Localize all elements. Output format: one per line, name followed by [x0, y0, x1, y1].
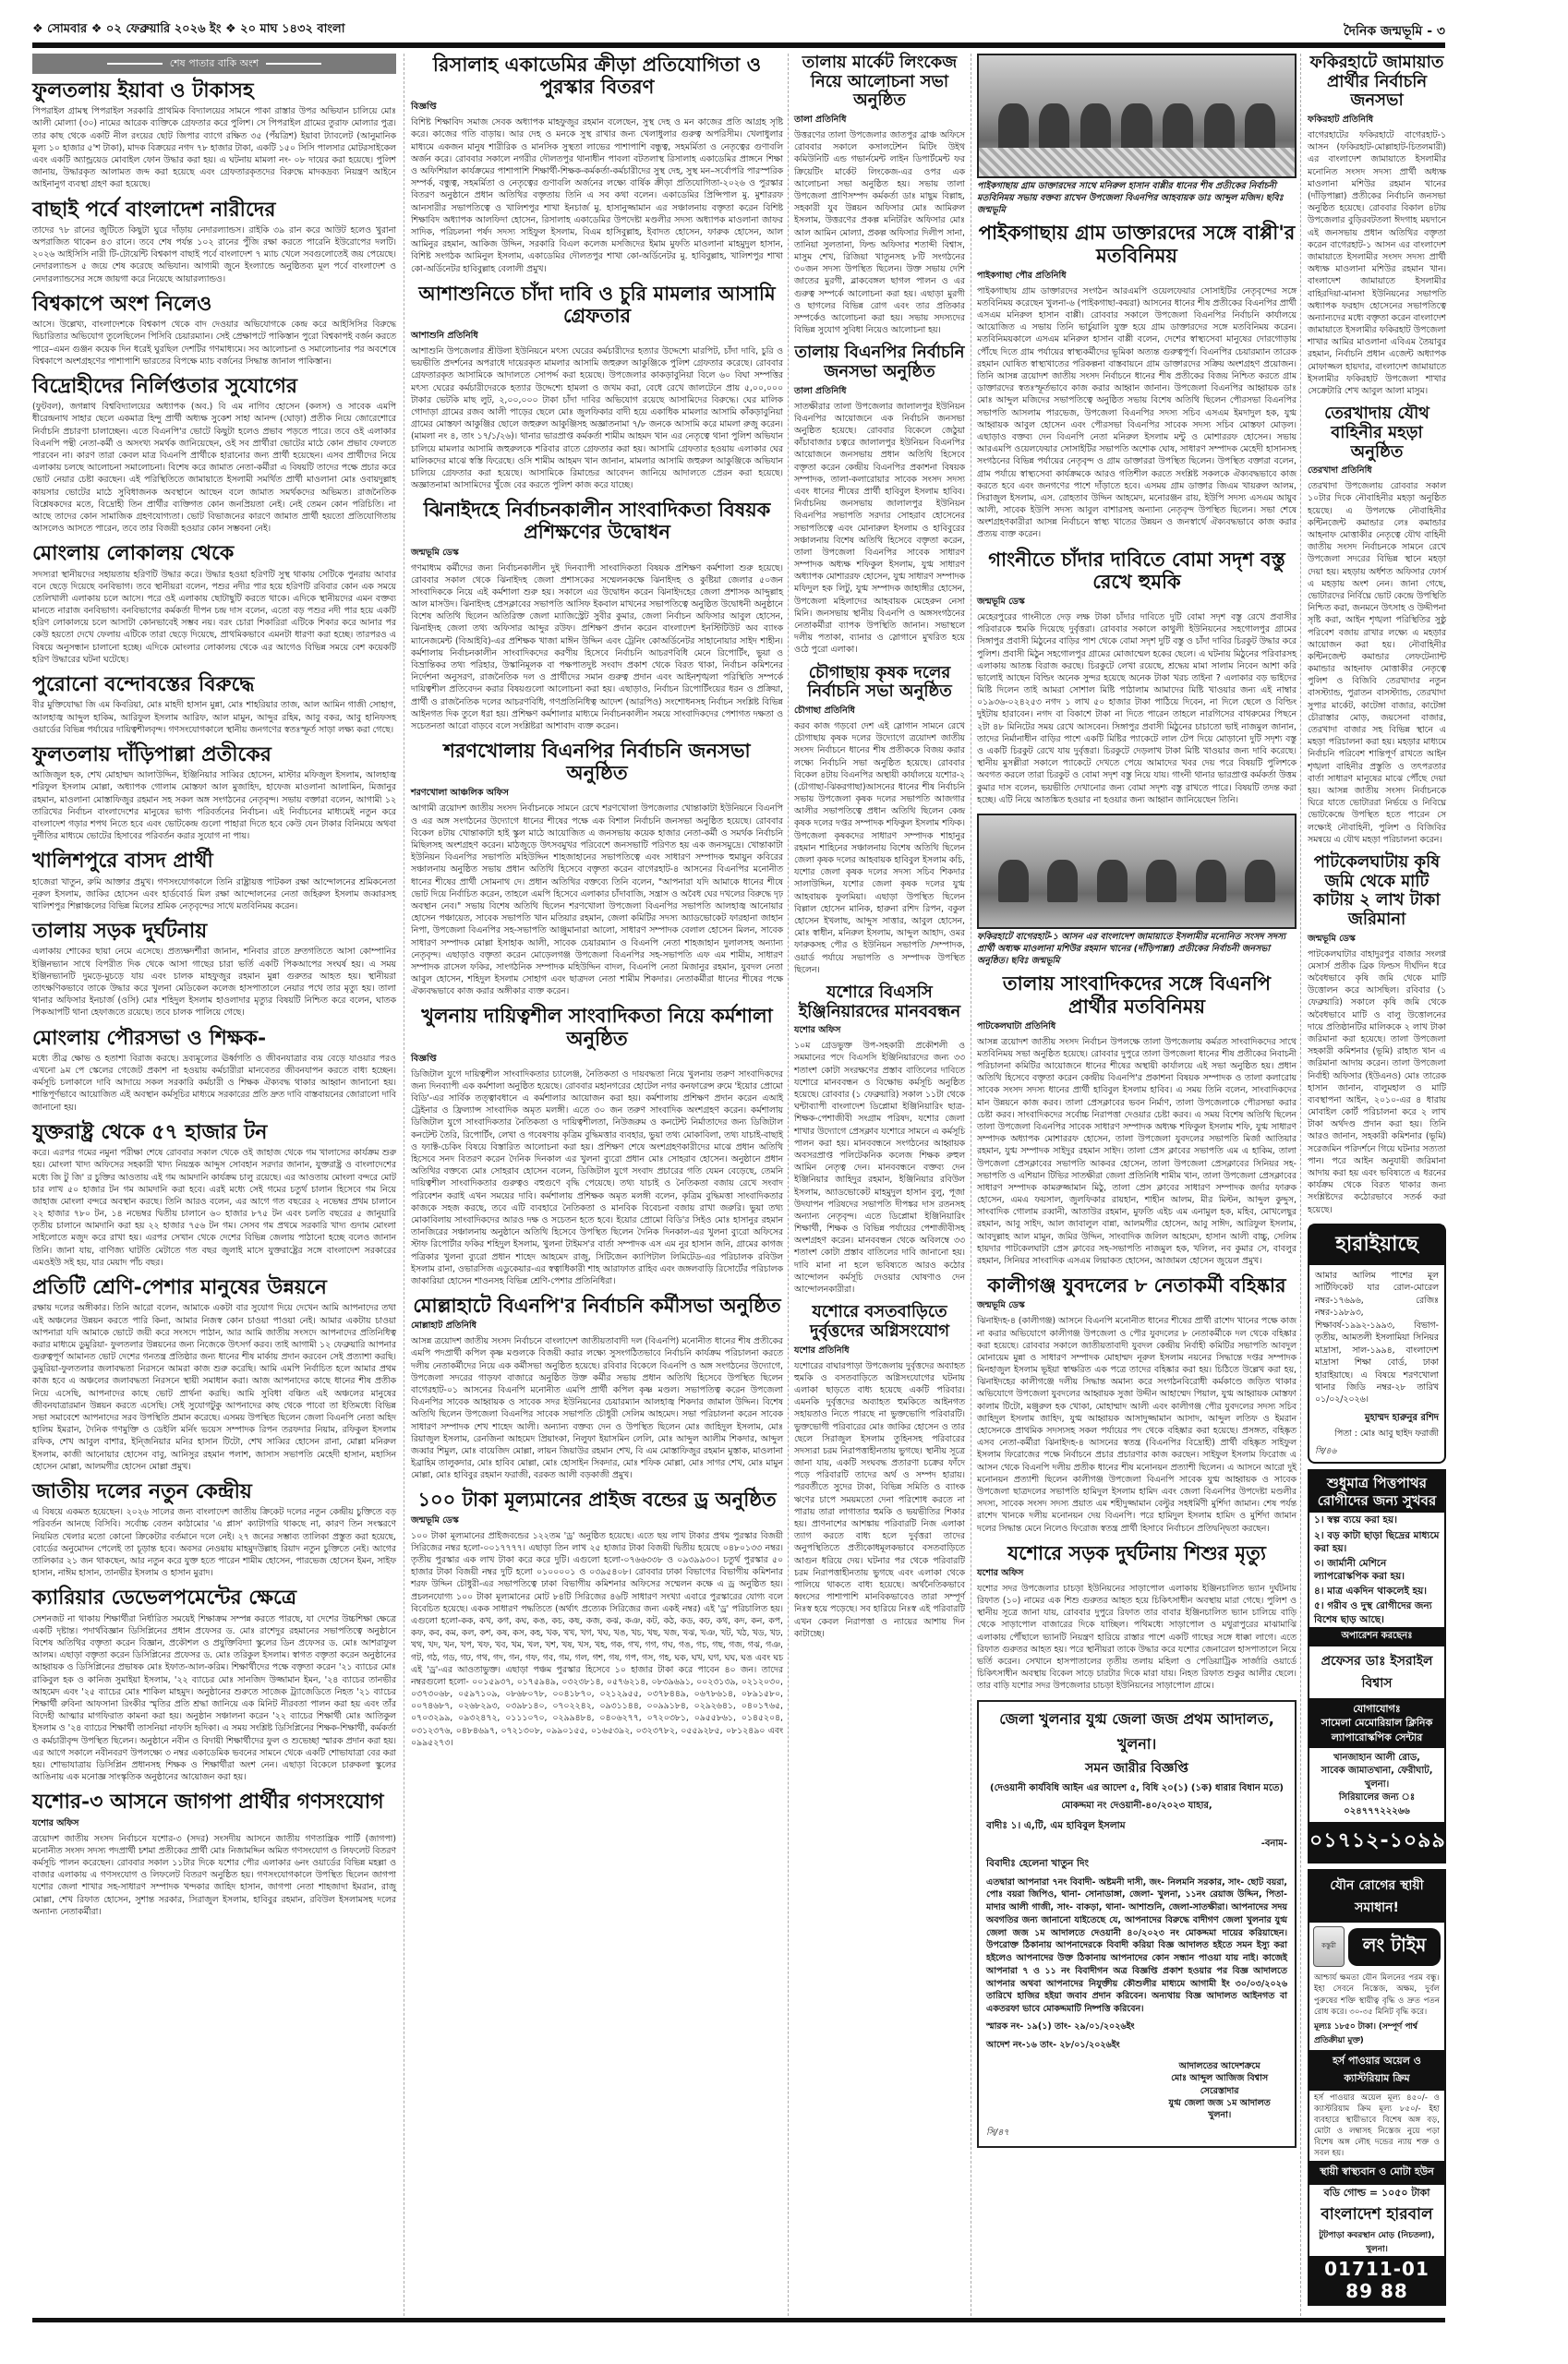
herb-ad-headline2: হর্স পাওয়ার অয়েল ও ক্যাস্টরিয়াম ক্রিম: [1309, 2050, 1444, 2091]
story-body: আশাশুনি উপজেলার শ্রীউলা ইউনিয়নে মৎস্য ঘেরের কর্মচারীদের হত্যার উদ্দেশ্যে মারপিট, চাঁদা দাবি, চুরি ও ভয়ভীতি প্রদর্শনের অপরাধে দায়েরকৃত মামলার আসামি জহুরুল আকুঞ্জিকে পুলিশ গ্রেফতার করেছে। রোববার গ্রেফতারকৃত আসামিকে আদালতে সোপর্দ্দ করা হয়েছে। উপজেলার কাকড়াবুনিয়া বিলে ৬০ বিঘা সম্পত্তির মৎস্য ঘেরের কর্মচারীদেরকে হত্যার উদ্দেশ্যে হামলা ও জখম করা, বেধে রেখে জালটেনে প্রায় ৫,০০,০০০ টাকার ভেটকি মাছ লুট, ২,০০,০০০ টাকা চাঁদা দাবির অভিযোগ রয়েছে আসামিদের বিরুদ্ধে। ঘের মালিক গোদাড়া গ্রামের রজব আলী পাড়ের ছেলে মোঃ জুলফিকার বাদী হয়ে একাধিক মামলার আসামি কাঁকড়াবুনিয়া গ্রামের মোস্তফা আকুঞ্জির ছোলে জহুরুল আকুঞ্জিসহ অজ্ঞাতনামা ৭/৮ জনকে আসামি করে মামলা রুজু করেন। (মামলা নং ৪, তাং ১৭/১/২৬)। থানার ভারপ্রাপ্ত কর্মকর্তা শামীম আহমদ খান এর নেতৃত্বে থানা পুলিশ অভিযান চালিয়ে মামলার আসামি জহুরুলকে শরিবার রাতে গ্রেফতার করা হয়। আসামি গ্রেফতার হওয়ায় এলাকার ঘের মালিকদের মাঝে স্বস্তি ফিরেছে। ওসি শামীম আহমদ খান জানান, মামলার আসামি জহুরুল আকুঞ্জিকে অভিযান চালিয়ে গ্রেফতার করা হয়েছে। আসামিকে রিমান্ডের আবেদন জানিয়ে আদালতে প্রেরন করা হয়েছে। অজ্ঞাতনামা আসামিদের খুঁজে বের করতে পুলিশ কাজ করে যাচ্ছে।: [411, 346, 784, 491]
lost-ad-name: মুহাম্মদ হারুনুর রশিদ: [1364, 1412, 1439, 1423]
story-headline: জাতীয় দলের নতুন কেন্দ্রীয়: [32, 1478, 252, 1503]
story-headline: বিদ্রোহীদের নির্লিপ্ততার সুযোগের: [32, 373, 298, 398]
story-body: আজিজুল হক, শেখ মোহাম্মদ আলাউদ্দিন, ইঞ্জিনিয়ার সাব্বির হোসেন, মাস্টার মফিজুল ইসলাম, আলহাজ্ব শরিফুল ইসলাম মোল্লা, অধ্যাপক গোলাম মোস্তফা আল মুজাহিদ, হাফেজ মাওলানা আলামিন, মিজানুর রহমান, মাওলানা মোস্তাফিজুর রহমান সহ সকল অঙ্গ সংগঠনের নেতৃবৃন্দ। সভায় বক্তারা বলেন, আগামী ১২ তারিখের নির্বাচন বাংলাদেশের মানুষের ভাগ্য পরিবর্তনের নির্বাচন। এই নির্বাচনের মাধ্যমেই নতুন করে বাংলাদেশ গড়ার শপথ নিতে হবে এবং ভোটকেন্দ্র গুলো পাহারা দিতে হবে কেউ যেন টাকার বিনিময়ে অথবা দুর্নীতির মাধ্যমে ভোটের হিসাবের পরিবর্তন করার সুযোগ না পায়।: [32, 770, 396, 842]
news-story: [32, 850, 396, 912]
bottom-rule: [32, 2318, 1445, 2322]
news-story: [32, 199, 396, 285]
news-story: [977, 549, 1297, 806]
story-byline: মোল্লাহাট প্রতিনিধি: [411, 1321, 476, 1332]
story-body: সদস্যরা স্থানীয়দের সহায়তায় হরিণটি উদ্ধার করে। উদ্ধার হওয়া হরিণটি সুস্থ থাকায় সেটিকে পুনরায় আবার বনে ছেড়ে দিয়েছে বনবিভাগ। তবে স্থানীয়রা বলেন, পশুর নদীর পার হয়ে হরিণটি রবিবার কোন এক সময়ে তেলিখালী এলাকায় চলে আসে। পরে ওই এলাকায় ছোটাছুটি করতে থাকে। এদিকে স্থানীয়দের এমন বক্তব্য মানতে নারাজ বনবিভাগ। বনবিভাগের কর্মকর্তা দীপন চন্দ্র দাস বলেন, এতো বড় পশুর নদী পার হয়ে একটি হরিণ লোকালয়ে চলে আসাটা কোনভাবেই সম্ভব নয়। বরং চোরা শিকারিরা এটিকে শিকার করে আনার পর কেউ হয়তো দেখে ফেলায় এটিকে তারা ছেড়ে দিয়েছে, প্রাথমিকভাবে এমনটা ধারণা করা হচ্ছে। তারপরও এ বিষয়ে অনুসন্ধান চালানো হচ্ছে। এদিকে মোংলার লোকালয় থেকে এর আগেও বিভিন্ন সময়ে বেশ কয়েকটি হরিণ উদ্ধারের ঘটনা ঘটেছে।: [32, 569, 396, 665]
story-body: পাইকগাছায় গ্রাম ডাক্তারদের সংগঠন আরএমপি ওয়েলফেয়ার সোসাইটির নেতৃবৃন্দের সঙ্গে মতবিনিময় করেছেন খুলনা-৬ (পাইকগাছা-কয়রা) আসনের ধানের শীষ প্রতীকের বিএনপির প্রার্থী এসএম মনিরুল হাসান বাপ্পী। রোববার সকালে উপজেলা বিএনপির নির্বাচনি কার্যালয়ে আয়োজিত এ সভায় তিনি ভার্চুয়ালি যুক্ত হয়ে গ্রাম ডাক্তারদের সঙ্গে মতবিনিময় করেন। মতবিনিময়কালে এসএম মনিরুল হাসান বাপ্পী বলেন, দেশের স্বাস্থ্যসেবা মানুষের দোরগোড়ায় পৌঁছে দিতে গ্রাম পর্যায়ের স্বাস্থ্যকর্মীদের ভূমিকা অত্যন্ত গুরুত্বপূর্ণ। বিএনপির চেয়ারম্যান তারেক রহমান ঘোষিত স্বাস্থ্যখাতের পরিকল্পনা বাস্তবায়নে গ্রাম ডাক্তারদের সক্রিয় অংশগ্রহণ প্রয়োজন। তিনি আসন্ন ত্রয়োদশ জাতীয় সংসদ নির্বাচনে ধানের শীষ প্রতীকের বিজয় নিশ্চিত করতে গ্রাম ডাক্তারদের স্বতঃস্ফূর্তভাবে কাজ করার আহ্বান জানান। উপজেলা বিএনপির আহ্বায়ক ডাঃ মোঃ আব্দুল মজিদের সভাপতিত্বে অনুষ্ঠিত সভায় বিশেষ অতিথি ছিলেন পৌরসভা বিএনপির সভাপতি আসলাম পারভেজ, উপজেলা বিএনপির সদস্য সচিব এসএম ইমদাদুল হক, যুগ্ম আহ্বায়ক আবুল হোসেন এবং পৌরসভা বিএনপির সাবেক সদস্য সচিব মোস্তফা মোড়ল। এছাড়াও বক্তব্য দেন বিএনপি নেতা মনিরুল ইসলাম মন্টু ও মোশাররফ হোসেন। সভায় আরএমপি ওয়েলফেয়ার সোসাইটির সভাপতি অশোক ঘোষ, সাধারণ সম্পাদক মেহেদী হাসানসহ সংগঠনের বিভিন্ন পর্যায়ের নেতৃবৃন্দ ও গ্রাম ডাক্তাররা উপস্থিত ছিলেন। উপস্থিত বক্তারা বলেন, গ্রাম পর্যায়ে স্বাস্থ্যসেবা কার্যক্রমকে আরও গতিশীল করতে সংশ্লিষ্ট সকলকে ঐক্যবদ্ধভাবে কাজ করতে হবে এবং জনগণের পাশে দাঁড়াতে হবে। এসময় গ্রাম ডাক্তার জিএম খায়রুল আলম, সিরাজুল ইসলাম, এস. রোহতাব উদ্দিন আহমেদ, মনোরঞ্জন রায়, ইউপি সদস্য এসএম আয়ুব আলী, সাবেক ইউপি সদস্য আবুল বাশারসহ অন্যান্য নেতৃবৃন্দ উপস্থিত ছিলেন। সভা শেষে অংশগ্রহণকারীরা আসন্ন নির্বাচনে স্বাস্থ্য খাতের উন্নয়ন ও জনস্বার্থে ঐক্যবদ্ধভাবে কাজ করার প্রত্যয় ব্যক্ত করেন।: [977, 285, 1297, 540]
news-story: [411, 1005, 783, 1287]
story-headline: বাছাই পর্বে বাংলাদেশ নারীদের: [32, 197, 276, 222]
notice-subtitle: সমন জারীর বিজ্ঞপ্তি: [1085, 1760, 1188, 1776]
story-byline: জন্মভূমি ডেস্ক: [977, 596, 1025, 607]
news-story: [32, 1586, 396, 1783]
news-story: [1308, 853, 1446, 1216]
story-headline: রিসালাহ একাডেমির ক্রীড়া প্রতিযোগিতা ও পুরস্কার বিতরণ: [432, 53, 762, 99]
herbal-product-ad: [1308, 1869, 1446, 2305]
story-byline: তালা প্রতিনিধি: [794, 115, 847, 126]
column-3: [794, 54, 965, 2316]
column-5: [1308, 53, 1475, 2316]
top-rule: [32, 42, 1445, 48]
news-story: [411, 283, 783, 492]
story-byline: চৌগাছা প্রতিনিধি: [794, 705, 855, 716]
story-body: ঝিনাইদহ-৪ (কালীগঞ্জ) আসনে বিএনপি মনোনীত ধানের শীষের প্রার্থী রাশেদ খানের পক্ষে কাজ না করার অভিযোগে কালীগঞ্জ উপজেলা ও পৌর যুবদলের ৮ নেতাকর্মীকে দল থেকে বহিষ্কার করা হয়েছে। রোববার সকালে জাতীয়তাবাদী যুবদল কেন্দ্রীয় নির্বাহী কমিটির সভাপতি আবদুল মোনায়েম মুন্না ও সাধারণ সম্পাদক মোহাম্মদ নূরুল ইসলাম নয়নের সিদ্ধান্তে দপ্তর সম্পাদক মিনহাজুল ইসলাম ভূইয়া স্বাক্ষরিত এক পত্রে তাদের বহিষ্কার করা হয়। চিঠিতে উল্লেখ করা হয়, ঝিনাইদহের কালীগঞ্জে দলীয় সিদ্ধান্ত অমান্য করে সংগঠনবিরোধী কর্মকাণ্ডে জড়িত থাকার অভিযোগে উপজেলা যুবদলের আহ্বায়ক সুজা উদ্দীন আহাম্মেদ পিয়াল, যুগ্ম আহ্বায়ক মোস্তফা কালাম টিটো, মঞ্জুরুল হক খোকা, মোহাম্মাদ আলী এবং কালীগঞ্জ পৌর যুবদলের সদস্য সচিব জাহিদুল ইসলাম জাহিদ, যুগ্ম আহ্বায়ক আসাদুজ্জামান আসাদ, আব্দুল লতিফ ও ইমরান হোসেনকে প্রাথমিক সদস্যসহ সকল পর্যায়ের পদ থেকে বহিষ্কার করা হয়েছে। প্রসঙ্গত, বহিষ্কৃত এসব নেতা-কর্মীরা ঝিনাইদহ-৪ আসনের স্বতন্ত্র (বিএনপির বিদ্রোহী) প্রার্থী বহিষ্কৃত সাইফুল ইসলাম ফিরোজের পক্ষে নির্বাচনে প্রচার প্রচারণার কাজ করছেন। সাইফুল ইসলাম ফিরোজ এ আসন থেকে বিএনপি দলীয় প্রতীক ধানের শীষ মনোনয়ন প্রত্যাশী ছিলেন। এ আসনে আরো দুই মনোনয়ন প্রত্যাশী ছিলেন কালীগঞ্জ উপজেলা বিএনপি সাবেক যুগ্ম আহ্বায়ক ও সাবেক উপজেলা ছাত্রদলের সভাপতি হামিদুল ইসলাম হামিদ এবং জেলা বিএনপির উপদেষ্টা মণ্ডলীর সদস্য, সাবেক সংসদ সদস্য প্রয়াত এম শহীদুজ্জামান বেল্টুর সহধর্মিণী মুর্শিদা জামান। শেষ পর্যন্ত রাশেদ খানকে দলীয় মনোনয়ন দেয় বিএনপি। পরে হামিদুল ইসলাম হামিদ ও মুর্শিদা জামান দলের সিদ্ধান্ত মেনে নিলেও ফিরোজ স্বতন্ত্র প্রার্থী হিসাবে নির্বাচনে প্রতিদ্বন্দ্বিতা করছেন।: [977, 1316, 1297, 1534]
column-divider: [1300, 54, 1301, 2316]
story-headline: পাটকেলঘাটায় কৃষি জমি থেকে মাটি কাটায় ২ লাখ টাকা জরিমানা: [1313, 851, 1441, 929]
story-headline: বিশ্বকাপে অংশ নিলেও: [32, 291, 212, 316]
story-body: তেরখাদা উপজেলায় রোববার সকাল ১০টার দিকে নৌবাহিনীর মহড়া অনুষ্ঠিত হয়েছে। এ উপলক্ষে নৌবাহিনীর কন্টিনজেন্ট কমান্ডার লেঃ কমান্ডার আহনাফ মোত্তাকীর নেতৃত্বে যৌথ বাহিনী জাতীয় সংসদ নির্বাচনকে সামনে রেখে উপজেলা সদরের বিভিন্ন স্থানে মহড়া দেয়া হয়। মহড়ায় অর্ধশত অফিসার ফোর্স এ মহড়ায় অংশ নেন। জানা গেছে, ভোটারদের নির্বিঘ্নে ভোট কেন্দ্রে উপস্থিতি নিশ্চিত করা, জনমনে উৎসাহ ও উদ্দীপনা সৃষ্টি করা, আইন শৃঙ্খলা পরিস্থিতির সুষ্ঠু পরিবেশ বজায় রাখার লক্ষ্যে এ মহড়ার আয়োজন করা হয়। নৌবাহিনীর কন্টিনজেন্ট কমান্ডার লেফটেন্যান্ট কমান্ডার আহনাফ মোত্তাকীর নেতৃত্বে পুলিশ ও বিজিবি তেরখাদার নতুন বাসস্ট্যান্ড, পুরাতন বাসস্ট্যান্ড, তেরখাদা সুপার মার্কেট, কাটেঙ্গা বাজার, কাটেঙ্গা চৌরাস্তার মোড়, জয়সেনা বাজার, তেরখাদা বাজার সহ বিভিন্ন স্থানে এ মহড়া পরিচালনা করা হয়। মহড়ার মাধ্যমে নির্বাচনি পরিবেশ শান্তিপূর্ণ রাখতে আইন শৃঙ্খলা বাহিনীর প্রস্তুতি ও তৎপরতার বার্তা সাধারণ মানুষের মাঝে পৌঁছে দেয়া হয়। আসন্ন জাতীয় সংসদ নির্বাচনকে ঘিরে যাতে ভোটাররা নির্ভয়ে ও নিবিঘ্নে ভোটকেন্দ্রে উপস্থিত হতে পারেন সে লক্ষ্যেই নৌবাহিনী, পুলিশ ও বিজিবির সমন্বয়ে এ যৌথ মহড়া পরিচালনা করেন।: [1308, 481, 1446, 845]
herb-ad-price: মূল্যঃ ১৮৫০ টাকা। (সম্পূর্ণ পার্শ্ব প্রতিক্রীয়া মুক্ত): [1314, 2021, 1417, 2045]
gallstone-surgery-ad: [1308, 1469, 1475, 1864]
story-body: বিশিষ্ট শিক্ষাবিদ সমাজ সেবক অধ্যাপক মাহফুজুর রহমান বলেছেন, সুস্থ দেহ ও মন কাজের প্রতি আগ্রহ সৃষ্টি করে। কাজের গতি বাড়ায়। আর দেহ ও মনকে সুস্থ রাখার জন্য খেলাধুলার গুরুত্ব অপরিসীম। খেলাধুলার মাধ্যমে একজন মানুষ শারীরিক ও মানসিক সুস্থতা লাভের পাশাপাশি বন্ধুত্ব, সহমর্মিতা ও নেতৃত্বের গুণাবলি অর্জন করে। রোববার সকালে নগরীর দৌলতপুর থানাধীন পাবলা বটতলাস্থ রিসালাহ একাডেমির প্রাঙ্গনে শিক্ষা ও অফিশিয়াল কার্যক্রমের পাশাপাশি শিক্ষার্থী-শিক্ষক-কর্মকর্তা-কর্মচারীদের সুস্থ দেহ, সুস্থ মন–সর্বোপরি পারস্পরিক সম্পর্ক, বন্ধুত্ব, সহমর্মিতা ও নেতৃত্বের গুণাবলি অর্জনের লক্ষ্যে বার্ষিক ক্রীড়া প্রতিযোগিতা-২০২৬ ও পুরস্কার বিতরণ অনুষ্ঠানে প্রধান অতিথির বক্তৃতায় তিনি এ সব কথা বলেন। একাডেমির প্রিন্সিপাল মু. মুশাররফ আনসারীর সভাপতিত্বে ও খালিশপুর শাখা ইনচার্জ মু. হাসানুজ্জামান এর সঞ্চালনায় বক্তৃতা করেন বিশিষ্ট শিক্ষাবিদ অধ্যাপক আলফিদা হোসেন, রিসালাহ একাডেমির উপদেষ্টা মণ্ডলীর সদস্য অধ্যাপক মাওলানা জাফর সাদিক, পরিচলনা পর্ষদ সদস্য সাইফুল ইসলাম, বিএম হাসিবুল্লাহ, ইবাদত হোসেন, ফারুক হোসেন, আল আমিনুর রহমান, আকিজ উদ্দিন, সরকারি বিএল কলেজ মসজিদের ইমাম মুফতি মাওলানা মাহমুদুল হাসান, বিশিষ্ট সংগঠক আমিনুল ইসলাম, একাডেমির দৌলতপুর শাখা কো-অর্ডিনেটর মু. হাবিবুল্লাহ, খালিশপুর শাখা কো-অর্ডিনেটর হাবিবুল্লাহ বেলালী প্রমুখ।: [411, 117, 783, 274]
story-headline: শরণখোলায় বিএনপির নির্বাচনি জনসভা অনুষ্ঠিত: [443, 739, 751, 785]
story-body: এ বিষয়ে একমত হয়েছেন। ২০২৬ সালের জন্য বাংলাদেশ জাতীয় ক্রিকেট দলের নতুন কেন্দ্রীয় চুক্তিতে বড় পরিবর্তন আনছে বিসিবি। সর্বোচ্চ বেতন কাঠামোর 'এ প্লাস' ক্যাটাগরি থাকছে না, কারণ তিন সংস্করণে নিয়মিত খেলার মতো কোনো ক্রিকেটার বর্তমানে দলে নেই। ২৭ জনের সম্ভাব্য তালিকা প্রস্তুত করা হয়েছে, বোর্ডের অনুমোদন পেলেই তা চূড়ান্ত হবে। অবসর নেওয়ায় মাহমুদউল্লাহ রিয়াদ নতুন চুক্তিতে নেই। আগের তালিকার ২১ জন থাকছেন, আর নতুন করে যুক্ত হতে পারেন শামীম হোসেন, পারভেজ হোসেন ইমন, সাইফ হাসান, নাঈম হাসান, তানভীর ইসলাম ও হাসান মুরাদ।: [32, 1507, 396, 1579]
notice-law: (দেওয়ানী কার্যবিধি আইন এর আদেশ ৫, বিধি ২০(১) (১ক) ধারার বিধান মতে): [990, 1782, 1284, 1793]
notice-body: এতদ্বারা আপনারা ৭নং বিবাদী- অষ্টমনী দাসী, জং- নিলমনি সরকার, সাং- ছোট বয়রা, পোঃ বয়রা জিপিও, থানা- সোনাডাঙ্গা, জেলা- খুলনা, ১১নং রেয়াজ উদ্দিন, পিতা- মাদার আলী গাজী, সাং- বাকড়া, থানা- আশাশুনি, জেলা-সাতক্ষীরা। আপনাদের সদয় অবগতির জন্য জানানো যাইতেছে যে, আপনাদের বিরুদ্ধে বাদীগণ জেলা খুলনার যুগ্ম জেলা জজ ১ম আদালতে দেওয়ানী ৪০/২০২৩ নং মোকদ্দমা দায়ের করিয়াছেন। উপরোক্ত ঠিকানায় আপনাদেরকে বিবাদী করিয়া বিজ্ঞ আদালত হইতে সমন ইস্যু করা হইলেও আপনাদের উক্ত ঠিকানায় আপনাদের কোন সন্ধান পাওয়া যায় নাই। কাজেই আপনারা ৭ ও ১১ নং বিবাদীগন অত্র বিজ্ঞপ্তি প্রকাশ হওয়ার পর বিজ্ঞ আদালতে আপনার অথবা আপনাদের নিযুক্তীয় কৌশুলীর মাধ্যমে আগামী ইং ৩০/০৩/২০২৬ তারিখে হাজির হইয়া জবাব প্রদান করিবেন। অন্যথায় বিজ্ঞ আদালত আইনগত বা একতরফা ভাবে মোকদ্দমাটি নিষ্পত্তি করিবেন।: [986, 1876, 1287, 2015]
story-body: করে। এরপর গমের নমুনা পরীক্ষা শেষে রোববার সকাল থেকে ওই জাহাজ থেকে গম খালাসের কার্যক্রম শুরু হয়। মোংলা খাদ্য অফিসের সহকারী খাদ্য নিয়ন্ত্রক আব্দুস সোবহান সরদার জানান, যুক্তরাষ্ট্র ও বাংলাদেশের মধ্যে জি টু জি' র চুক্তির আওতায় এই গম আমদানি কার্যক্রম চালু রয়েছে। এর আওতায় মোংলা বন্দরে মোট চার লাখ ৫০ হাজার টন গম আমদানি করা হবে। এরই মধ্যে সেই গমের চতুর্থ চালান হিসেবে গম নিয়ে জাহাজ মোংলা বন্দরে অবস্থান করছে। তিনি আরও বলেন, এর আগে গত বছরের ২ নভেম্বর প্রথম চালানে ২২ হাজার ৭৮০ টন, ১৪ নভেম্বর দ্বিতীয় চালানে ৬০ হাজার ৮৭৫ টন এবং চলতি বছরের ৫ জানুয়ারি তৃতীয় চালানে আমদানি করা হয় ২২ হাজার ৭৫৬ টন গম। সেসব গম প্রথমে সরকারি খাদ্য গুদাম মোংলা সাইলোতে মজুদ করে রাখা হয়। এরপর সেখান থেকে দেশের বিভিন্ন জেলায় পাঠানো হচ্ছে বলেও জানান তিনি। জানা যায়, বাণিজ্য ঘাটতি মেটাতে গত বছর জুলাই মাসে যুক্তরাষ্ট্রের সঙ্গে বাংলাদেশ সরকারের এমওইউ সই হয়, যার মেয়াদ পাঁচ বছর।: [32, 1148, 396, 1268]
story-body: সেশনজট না থাকায় শিক্ষার্থীরা নির্ধারিত সময়েই শিক্ষাক্রম সম্পন্ন করতে পারছে, যা দেশের উচ্চশিক্ষা ক্ষেত্রে একটি দৃষ্টান্ত। পদার্থবিজ্ঞান ডিসিপ্লিনের প্রধান প্রফেসর ড. মোঃ রাশেদুর রহমানের সভাপতিত্বে অনুষ্ঠানে বিশেষ অতিথির বক্তৃতা করেন বিজ্ঞান, প্রকৌশল ও প্রযুক্তিবিদ্যা স্কুলের ডিন প্রফেসর ড. মোঃ আশরাফুল আলম। এছাড়া বক্তৃতা করেন ডিসিপ্লিনের প্রফেসর ড. মোঃ তরিকুল ইসলাম। স্বাগত বক্তৃতা করেন অনুষ্ঠানের আহ্বায়ক ও ডিসিপ্লিনের প্রভাষক মোঃ ইফাত-আল-করিম। শিক্ষার্থীদের পক্ষে বক্তৃতা করেন '২১ ব্যাচের মোঃ রাকিবুল হক ও কানিজ সুমাইয়া ইসলাম, '২২ ব্যাচের মোঃ সানজিদ উজ্জামান ইমন, '২৪ ব্যাচের তানভীর আহমেদ এবং '২৫ ব্যাচের মোঃ শাকিল মাহমুদ। অনুষ্ঠানের শুরুতে সাজেক ট্র্যাজেডিতে নিহত '২১ ব্যাচের শিক্ষার্থী রুবিনা আফসানা রিংকীর স্মৃতির প্রতি শ্রদ্ধা জানিয়ে এক মিনিট নীরবতা পালন করা হয় এবং তাঁর বিদেহী আত্মার মাগফিরাত কামনা করা হয়। অনুষ্ঠান সঞ্চালনা করেন '২২ ব্যাচের শিক্ষার্থী মোঃ আতিকুল ইসলাম ও '২৪ ব্যাচের শিক্ষার্থী তাসনিয়া নাফসি হৃদিকা। এ সময় সংশ্লিষ্ট ডিসিপ্লিনের শিক্ষক-শিক্ষার্থী, কর্মকর্তা ও কর্মচারীবৃন্দ উপস্থিত ছিলেন। অনুষ্ঠানে নবীন ও বিদায়ী শিক্ষার্থীদের ফুল ও শুভেচ্ছা স্মারক প্রদান করা হয়। এর আগে সকালে নবীনবরণ উপলক্ষ্যে ৩ নম্বর একাডেমিক ভবনের সামনে থেকে একটি শোভাযাত্রা বের করা হয়। শোভাযাত্রায় ডিসিপ্লিন প্রধানসহ শিক্ষক ও শিক্ষার্থীরা অংশ নেন। এছাড়া বিকেলে চারুকলা স্কুলের আঙিনায় এক মনোজ্ঞ সাংস্কৃতিক অনুষ্ঠানের আয়োজন করা হয়।: [32, 1613, 396, 1783]
news-story: [794, 54, 965, 336]
story-byline: জন্মভূমি ডেস্ক: [411, 1514, 459, 1526]
news-story: [977, 1274, 1297, 1535]
news-story: [32, 1791, 396, 1918]
story-body: আগামী ত্রয়োদশ জাতীয় সংসদ নির্বাচনকে সামনে রেখে শরণখোলা উপজেলার খোন্তাকাটা ইউনিয়নে বিএনপি ও এর অঙ্গ সংগঠনের উদ্যোগে ধানের শীষের পক্ষে এক বিশাল নির্বাচনি জনসভা অনুষ্ঠিত হয়েছে। রোববার বিকেল ৪টায় খোন্তাকাটা হাই স্কুল মাঠে আয়োজিত এ জনসভায় কয়েক হাজার নেতা-কর্মী ও সমর্থক নির্বাচনি মিছিলসহ অংশগ্রহণ করেন। মাঠজুড়ে উৎসবমুখর পরিবেশে জনসভাটি পরিণত হয় এক জনসমুদ্রে। খোন্তাকাটা ইউনিয়ন বিএনপির সভাপতি মহিউদ্দিন শাহজাহানের সভাপতিত্বে এবং সাধারণ সম্পাদক হুমায়ুন কবিরের সঞ্চালনায় অনুষ্ঠিত সভায় প্রধান অতিথি হিসেবে বক্তৃতা করেন বাগেরহাট-৪ আসনের বিএনপির মনোনীত ধানের শীষের প্রার্থী সোমনাথ দে। প্রধান অতিথির বক্তব্যে তিনি বলেন, "আপনারা যদি আমাকে ধানের শীষে ভোট দিয়ে নির্বাচিত করেন, তাহলে এমপি হিসেবে এলাকার চাঁদাবাজি, সন্ত্রাস ও অবৈধ ঘের দখলের বিরুদ্ধে দৃঢ় অবস্থান নেব।" সভায় বিশেষ অতিথি ছিলেন শরণখোলা উপজেলা বিএনপির সভাপতি আলহাজ্ব আনোয়ার হোসেন পঞ্চায়েত, সাবেক সভাপতি খান মতিয়ার রহমান, জেলা কমিটির সদস্য অ্যাডভোকেট ফারহানা জাহান নিপা, উপজেলা বিএনপির সহ-সভাপতি আঞ্জুমানারা আলো, সাধারণ সম্পাদক বেলাল হোসেন মিলন, সাবেক সাধারণ সম্পাদক মোল্লা ইসাহাক আলী, সাবেক চেয়ারম্যান ও বিএনপি নেতা শাহজাহান দুলালসহ অন্যান্য নেতৃবৃন্দ। এছাড়াও বক্তৃতা করেন মোড়েলগঞ্জ উপজেলা বিএনপির সহ-সভাপতি এফ এম শামীম, সাধারণ সম্পাদক রাসেল ফকির, সাংগঠনিক সম্পাদক মহিউদ্দিন বাদল, বিএনপি নেতা মিজানুর রহমান, যুবদল নেতা আবুল হোসেন, শহিদুল ইসলাম সোহাগ এবং ছাত্রদল নেতা শামীম শিকদার। নেতাকর্মীরা ধানের শীষের পক্ষে ঐক্যবদ্ধভাবে কাজ করার অঙ্গীকার ব্যক্ত করেন।: [411, 803, 783, 997]
herb-ad-company: বাংলাদেশ হারবাল: [1321, 2204, 1433, 2224]
story-headline: যশোরে বসতবাড়িতে দুর্বৃত্তদের অগ্নিসংযোগ: [809, 1302, 949, 1341]
lost-ad-title: হারাইয়াছে: [1309, 1225, 1444, 1265]
news-story: [32, 1276, 396, 1473]
story-headline: যুক্তরাষ্ট্র থেকে ৫৭ হাজার টন: [32, 1119, 268, 1144]
story-body: রক্ষায় দলের অঙ্গীকার। তিনি আরো বলেন, আমাকে একটা বার সুযোগ দিয়ে দেখেন আমি আপনাদের তথা এই অঞ্চলের উন্নয়ন করতে পারি কিনা, আমার নিজস্ব কোন চাওয়া পাওয়া নেই। আমার একটায় চাওয়া আপনারা যদি আমাকে ভোটে জয়ী করে সংসদে পাঠান, আর আমি জাতীয় সংসদে আপনাদের প্রতিনিধিত্ব করার মাধ্যমে ডুমুরিয়া- ফুলতলার উন্নয়নের জন্য নিজেকে উৎসর্গ করব। তাই আগামী ১২ ফেব্রুয়ারি আপনার গুরুত্বপূর্ণ আমানত ভোট দেশের গনতন্ত্র প্রতিষ্ঠার জন্য ধানের শীষ মার্কায় প্রদান করবেন সেই প্রত্যাশা করছি। ডুমুরিয়া-ফুলতলার জলাবদ্ধতা নিরসনে আমরা কাজ শুরু করেছি। আমি এমপি নির্বাচিত হলে আমার প্রথম কাজ হবে এ অঞ্চলের জলাবদ্ধতা নিরসনে স্থায়ী সমাধান করা। আজ আপনাদের কাছে ধানের শীষ প্রতীক নিয়ে এসেছি, আপনাদের কাছে ভোট প্রার্থনা করছি। আমি সুবিধা বঞ্চিত এই অঞ্চলের মানুষের জীবনযাত্রারমান উন্নয়ন করতে এসেছি। সেই সুযোগটুকু আপনাদের কাছ থেকে পাবো তা ইতিমধ্যে বিভিন্ন সভা সমাবেশে আপনাদের সরব উপস্থিতি প্রমান করেছে। এসময় উপস্থিত ছিলেন জেলা বিএনপি নেতা অহিদ হালিম ইমরান, দৈনিক গণমুক্তি ও ডেইলি মর্নিং ভয়েস সম্পাদক রিপন তরফদার নিয়াম, রফিকুল ইসলাম রফিক, শেখ আবুল বাশার, ইন্জিনিয়ার মনির হাসান টিটো, শেখ সাব্বির হোসেন রানা, মোল্লা মনিরুল ইসলাম, কাজী আনোয়ার হোসেন বাবু, আনিসুর রহমান পলাশ, জাসাস সভাপতি মেহেদী হাসান, মহাসিন হোসেন মোল্লা, আলমগীর হোসেন মোল্লা প্রমুখ।: [32, 1303, 396, 1472]
story-byline: তেরখাদা প্রতিনিধি: [1308, 465, 1372, 476]
story-headline: তালায় মার্কেট লিংকেজ নিয়ে আলোচনা সভা অনুষ্ঠিত: [802, 53, 958, 111]
story-byline: শরণখোলা আঞ্চলিক অফিস: [411, 788, 509, 799]
notice-defendant: বিবাদীঃ হেলেনা খাতুন দিং: [986, 1857, 1090, 1869]
news-story: [794, 344, 965, 656]
story-byline: বিজ্ঞপ্তি: [411, 102, 437, 113]
news-story: [411, 499, 783, 732]
notice-case: মোকদ্দমা নং দেওয়ানী-৪০/২০২৩ যাহার,: [1061, 1800, 1212, 1811]
story-body: ডিজিটাল যুগে দায়িত্বশীল সাংবাদিকতার চ্যালেঞ্জ, নৈতিকতা ও দায়বদ্ধতা নিয়ে খুলনায় তরুণ সাংবাদিকদের জন্য দিনব্যাপী এক কর্মশালা অনুষ্ঠিত হয়েছে। রোববার মহানগরের হোটেল নগর কনফারেন্স রুমে 'ইয়োর প্রোমো বিডি'-এর সার্বিক তত্ত্বাবধানে এ কর্মশালার আয়োজন করা হয়। কর্মশালায় প্রশিক্ষণ প্রদান করেন এআই ট্রেইনার ও ফ্রিল্যান্স সাংবাদিক অমৃত মলঙ্গী। এতে ৩০ জন তরুণ সাংবাদিক অংশগ্রহণ করেন। কর্মশালায় ডিজিটাল যুগে সাংবাদিকতার নৈতিকতা ও দায়িত্বশীলতা, নিউজরুম ও কনটেন্ট নির্মাতাদের জন্য ডিজিটাল কনটেন্ট তৈরি, রিপোর্টিং, লেখা ও গবেষণায় কৃত্রিম বুদ্ধিমত্তার ব্যবহার, ভুয়া তথ্য মোকাবিলা, তথ্য যাচাই-বাছাই ও ফ্যাক্ট-চেকিং বিষয়ে বিস্তারিত আলোচনা করা হয়। প্রশিক্ষণ শেষে অংশগ্রহণকারীদের মাঝে প্রধান অতিথি হিসেবে সনদ বিতরণ করেন দৈনিক দিনকাল এর খুলনা ব্যুরো প্রধান মোঃ সোহরাব হোসেন। অনুষ্ঠানে প্রধান অতিথির বক্তব্যে মোঃ সোহরাব হোসেন বলেন, ডিজিটাল যুগে সংবাদ প্রচারের গতি যেমন বেড়েছে, তেমনি দায়িত্বশীল সাংবাদিকতার গুরুত্বও বহুগুণে বৃদ্ধি পেয়েছে। তথ্য যাচাই ও নৈতিকতা বজায় রেখে সংবাদ পরিবেশন করাই এখন সময়ের দাবি। কর্মশালায় প্রশিক্ষক অমৃত মলঙ্গী বলেন, কৃত্রিম বুদ্ধিমত্তা সাংবাদিকতার কাজকে সহজ করছে, তবে এটি ব্যবহারে নৈতিকতা ও মানবিক বিবেচনা বজায় রাখা জরুরি। ভুয়া তথ্য মোকাবিলায় সাংবাদিকদের আরও দক্ষ ও সচেতন হতে হবে। ইয়োর প্রোমো বিডি'র সিইও মোঃ হাসানুর রহমান তানজিরের সঞ্চালনায় অনুষ্ঠানে অতিথি হিসেবে উপস্থিত ছিলেন দৈনিক দিনকাল-এর খুলনা ব্যুরো অফিসের স্টাফ রিপোর্টার ফকির শহিদুল ইসলাম, খুলনা টাইমস'র বার্তা সম্পাদক এস এম নুর হাসান জনি, গ্রামের কাগজ পত্রিকার খুলনা ব্যুরো প্রধান শাহেদ আহমেদ রাজু, সিটিজেন ক্যাপিটাল লিমিটেড-এর পরিচালক রবিউল ইসলাম রানা, ওভারসিজ এডুকেয়ার-এর স্বত্বাধিকারী শাহ আরাফাত রাহিব এবং জঙ্গলবাড়ি রিসোর্টের পরিচালক জাকারিয়া হোসেন শাওনসহ বিভিন্ন শ্রেণি-পেশার প্রতিনিধিরা।: [411, 1068, 783, 1286]
notice-code: সি/৪৭: [986, 2128, 1009, 2139]
story-headline: যশোরে বিএসসি ইঞ্জিনিয়ারদের মানববন্ধন: [798, 982, 961, 1021]
herb-ad-text2: হর্স পাওয়ার অয়েল মূল্য ৪৫০/- ও ক্যাস্টরিয়াম ক্রিম মূল্য ৮৫০/- ইহা ব্যবহারে স্থায়ীভাবে বিশেষ অঙ্গ বড়, মোটা ও লম্বাসহ নিস্তেজ নুয়ে পড়া বিশেষ অঙ্গ লৌহ দন্ডের ন্যায় শক্ত ও সবল হয়।: [1314, 2093, 1440, 2158]
story-byline: জন্মভূমি ডেস্ক: [1308, 933, 1356, 944]
notice-memo: স্মারক নং- ১৯(১) তাং- ২৯/০১/২০২৬ইং: [986, 2020, 1135, 2032]
story-body: মেহেরপুরের গাংনীতে দেড় লক্ষ টাকা চাঁদার দাবিতে দুটি বোমা সদৃশ বস্তু রেখে প্রবাসীর পরিবারকে হুমকি দিয়েছে দুর্বৃত্তরা। রোববার সকালে কাথুলী ইউনিয়নের সহগোলপুর গ্রামের সিঙ্গাপুর প্রবাসী মিঠুনের বাড়ির পাশ থেকে বোমা সদৃশ দুটি বস্তু ও চাঁদা দাবির চিরকুট উদ্ধার করে পুলিশ। প্রবাসী মিঠুন সহগোলপুর গ্রামের মোজাম্মেল হকের ছেলে। এ ঘটনায় মিঠুনের পরিবারসহ এলাকায় আতঙ্ক বিরাজ করছে। চিরকুটে লেখা রয়েছে, শ্রদ্ধেয় মামা সালাম নিবেন আশা করি ভালোই আছেন বিল্ডিং অনেক সুন্দর হয়েছে অনেক টাকা খরচ তাইনা ? এলাকার বড় ভাইদের মিষ্টি দিলেন তাই আমরা সোশাল মিষ্টি পাঠালাম আমাদের মিষ্টি খাওয়ার জন্য এই নাম্বার ০১৯৩৬-০২৪২৫৩ নগদ ১ লাখ ৫০ হাজার টাকা পাঠিয়ে দিবেন, না দিলে ছেলে ও বিল্ডিং দুইটায় হারাবেন। নগদ বা বিকাশে টাকা না দিতে পারেন তাহলে নারগিসের বাথরুমের পিছনে ২টা ৪৮ মিনিটের সময় রেখে আসবেন। সিঙ্গাপুর প্রবাসী মিঠুনের চাচাতো ভাই নাজমুল জানান, তাদের নির্মানাধীন বাড়ির পাশে একটি মিষ্টির প্যাকেটে লাল টেপ দিয়ে মোড়ানো দুটি সদৃশ্য বস্তু ও একটি চিরকুট রেখে যায় দুর্বৃত্তরা। চিরকুটে দেড়লাখ টাকা মিষ্টি খাওয়ার জন্য দাবি করেছে। স্থানীয় মুসল্লীরা সকালে প্যাকেটে দেখতে পেয়ে আমাদের খবর দেয় পরে বিষয়টি পুলিশকে অবগত করলে তারা চিরকুট ও বোমা সদৃশ বস্তু নিয়ে যায়। গাংনী থানার ভারপ্রাপ্ত কর্মকর্তা উত্তম কুমার দাস বলেন, ভয়ভীতি দেখানোর জন্য বোমা সদৃশ্য বস্তু রাখতে পারে। বিষয়টি তদন্ত করা হচ্ছে। এটি নিয়ে আতঙ্কিত হওয়ার না হওয়ার জন্য আহ্বান জানিয়েছেন তিনি।: [977, 611, 1297, 805]
story-headline: কালীগঞ্জ যুবদলের ৮ নেতাকর্মী বহিষ্কার: [987, 1273, 1286, 1297]
story-body: ১০০ টাকা মূল্যমানের প্রাইজবন্ডের ১২২তম 'ড্র' অনুষ্ঠিত হয়েছে। এতে ছয় লাখ টাকার প্রথম পুরস্কার বিজয়ী সিরিজের নম্বর হলো-০০১৭৭৭৭। এছাড়া তিন লাখ ২৫ হাজার টাকা বিজয়ী দ্বিতীয় হয়েছে ০৪৮০১৩৩ নম্বর। তৃতীয় পুরস্কার এক লাখ টাকা করে করে দুটি। এগুলো হলো-০৭৬৬৩৩৮ ও ০৯৩৯৯৩০। চতুর্থ পুরস্কার ৫০ হাজার টাকা বিজয়ী নম্বর দুটি হলো ০১০০০০১ ও ০৩৯৫৪০৮। রোববার ঢাকা বিভাগের বিভাগীয় কমিশনার শরফ উদ্দিন চৌধুরী-এর সভাপতিত্বে ঢাকা বিভাগীয় কমিশনার অফিসের সম্মেলন কক্ষে এ ড্র অনুষ্ঠিত হয়। প্রচলনযোগ্য ১০০ টাকা মূল্যমানের মোট ৮৪টি সিরিজের ৪৬টি সাধারণ সংখ্যা এবারে পুরস্কারের যোগ্য বলে বিবেচিত হয়েছে। একক সাধারণ পদ্ধতিতে (অর্থাৎ প্রত্যেক সিরিজের জন্য একই নম্বর) এই 'ড্র' পরিচালিত হয়। এগুলো হলো-কক, কখ, কগ, কঘ, কঙ, কচ, কছ, কজ, কঝ, কঞ, কট, কঠ, কড, কঢ, কথ, কদ, কন, কপ, কফ, কব, কম, কল, কশ, কষ, কস, কহ, খক, খখ, খগ, খঘ, খঙ, খচ, খছ, খজ, খঝ, খঞ, খট, খঠ, খড, খঢ, খথ, খদ, খন, খপ, খফ, খব, খম, খল, খশ, খষ, খস, খহ, গক, গখ, গগ, গঘ, গঙ, গচ, গছ, গজ, গঝ, গঞ, গট, গঠ, গড, গঢ, গথ, গদ, গন, গফ, গব, গম, গল, গশ, গষ, গপ, গস, গহ, ঘক, ঘখ, ঘগ, ঘঘ, ঘঙ এবং ঘচ এই 'ড্র'-এর আওতাভুক্ত। এছাড়া পঞ্চম পুরস্কার হিসেবে ১০ হাজার টাকা করে পাবেন ৪০ জন। তাদের নম্বরগুলো হলো- ০০১৫৯৩৭, ০১৭৫৯৪৯, ০৩২৩৮১৪, ০৫৭৬২১৪, ০৮৩৯৬৯১, ০০২৩১৩৯, ০২১২০৩০, ০৩৭৩০৬৮, ০৫৯৭১০৯, ০৮৬৮০৭৮, ০০৪১৮৭০, ০২১২৯৫৫, ০৩৭৮৪৪৯, ০৬৭৮৬১৪, ০৮৯১৫৮০, ০০৭৪৬৮৭, ০২৬৮২৯৩, ০৩৯৮১৪০, ০৭০২২৪২, ০৯৩১১৪৪, ০০৯৯১৮৪, ০২৯২৬৪১, ০৪০১৭৬৫, ০৭০৩২৯৯, ০৯৩২৪৭২, ০১১১০৭০, ০২৯৯৪৮৪, ০৪০৬২৭৭, ০৭২০৩৮১, ০৯৫৫৮৬১, ০১৪৫২০৪, ০৩১২৩৭৬, ০৪৮৪৬৯৭, ০৭২১৩০৮, ০৯৯০১৫৫, ০১৬৫৩৯২, ০৩২৩৭৮২, ০৫৫৯২৮৫, ০৮১২৪৯০ এবং ০৯৯৫২৭৩।: [411, 1530, 783, 1748]
herb-ad-headline3: স্থায়ী স্বাস্থ্যবান ও মোটা হউন: [1309, 2161, 1444, 2184]
story-headline: প্রতিটি শ্রেণি-পেশার মানুষের উন্নয়নে: [32, 1275, 327, 1300]
med-ad-operated-by: অপারেশন করছেনঃ: [1309, 1627, 1444, 1646]
story-body: ১০ম গ্রেডভুক্ত উপ-সহকারী প্রকৌশলী ও সমমানের পদে বিএসসি ইঞ্জিনিয়ারদের জন্য ৩৩ শতাংশ কোটা সংরক্ষণের প্রস্তাব বাতিলের দাবিতে যশোরে মানববন্ধন ও বিক্ষোভ কর্মসূচি অনুষ্ঠিত হয়েছে। রোববার (১ ফেব্রুয়ারি) সকাল ১১টা থেকে ঘন্টাব্যাপী বাংলাদেশ ডিপ্লোমা ইঞ্জিনিয়ারিং ছাত্র-শিক্ষক-পেশাজীবী সংগ্রাম পরিষদ, যশোর জেলা শাখার উদ্যোগে প্রেসক্লাব যশোরে সামনে এ কর্মসূচি পালন করা হয়। মানববন্ধনে সংগঠনের আহ্বায়ক অবসরপ্রাপ্ত পলিটেকনিক কলেজ শিক্ষক রুহুল আমিন নেতৃত্ব দেন। মানববন্ধনে বক্তব্য দেন ইঞ্জিনিয়ার জাহিদুর রহমান, ইঞ্জিনিয়ার রবিউল ইসলাম, অ্যাডভোকেট মাহমুদুল হাসান বুলু, পূজা উদযাপন পরিষদের সভাপতি দীপঙ্কর দাস রতনসহ অন্যান্য নেতৃবৃন্দ। এতে ডিপ্লোমা ইঞ্জিনিয়ারিং শিক্ষার্থী, শিক্ষক ও বিভিন্ন পর্যায়ের পেশাজীবীসহ অংশগ্রহণ করেন। মানববন্ধন থেকে অবিলম্বে ৩৩ শতাংশ কোটা প্রস্তাব বাতিলের দাবি জানানো হয়। দাবি মানা না হলে ভবিষ্যতে আরও কঠোর আন্দোলন কর্মসূচি দেওয়ার ঘোষণাও দেন আন্দোলনকারীরা।: [794, 1041, 965, 1295]
story-body: মধ্যে তীব্র ক্ষোভ ও হতাশা বিরাজ করছে। দ্রব্যমূল্যের ঊর্ধ্বগতি ও জীবনযাত্রার ব্যয় বেড়ে যাওয়ার পরও এখনো ৯ম পে স্কেলের গেজেট প্রকাশ না হওয়ায় কর্মচারীরা মানবেতর জীবনযাপন করতে বাধ্য হচ্ছেন। কর্মসূচি চলাকালে দাবি আদায়ে সকল সরকারি কর্মচারী ও শিক্ষক ঐক্যবদ্ধ থাকার আহ্বান জানানো হয়। শান্তিপূর্ণভাবে আয়োজিত এই অবস্থান কর্মসূচির মাধ্যমে সরকারের প্রতি দ্রুত দাবি বাস্তবায়নের জোরালো দাবি জানানো হয়।: [32, 1053, 396, 1113]
story-headline: যশোরে সড়ক দুর্ঘটনায় শিশুর মৃত্যু: [1007, 1540, 1266, 1564]
story-body: উত্তরণের তালা উপজেলার জাতপুর ব্রাঞ্চ অফিসে রোববার সকালে কসালটেশন মিটিং উইথ কমিউনিটি এন্ড গভার্নমেন্ট লাইন ডিপার্টমেন্ট ফর ক্রিয়েটিং মার্কেট লিংকেজ-এর ওপর এক আলোচনা সভা অনুষ্ঠিত হয়। সভায় তালা উপজেলা প্রাণিসম্পদ কর্মকর্তা ডাঃ মাছুম বিল্লাহ, সহকারী যুব উন্নয়ন অফিসার মোঃ আমিরুল ইসলাম, উত্তরণের প্রকল্প মনিটরিং অফিসার মোঃ আল আমিন মোল্যা, প্রকল্প অফিসার দিলীপ সানা, তানিয়া সুলতানা, ফিল্ড অফিসার শতাব্দী বিশ্বাস, মাসুম শেখ, রিজিয়া খাতুনসহ ৮টি সংগঠনের ৩০জন সদস্য উপস্থিত ছিলেন। উক্ত সভায় দেশি জাতের মুরগী, ব্লাকবেঙ্গল ছাগল পালন ও এর গুরুত্ব সম্পর্কে আলোচনা করা হয়। এছাড়া মুরগী ও ছাগলের বিভিন্ন রোগ এবং তার প্রতিকার সম্পর্কেও আলোচনা করা হয়। সভায় সদস্যদের বিভিন্ন সুযোগ সুবিধা নিয়েও আলোচনা হয়।: [794, 130, 965, 336]
news-story: [32, 1480, 396, 1579]
story-byline: ফকিরহাট প্রতিনিধি: [1308, 115, 1374, 126]
story-headline: তালায় সড়ক দুর্ঘটনায়: [32, 919, 208, 944]
story-body: তাদের ৭৮ রানের জুটিতে কিছুটা ঘুরে দাঁড়ায় নেদারল্যান্ডস। রাইকি ৩৯ রান করে আউট হলেও খুরানা অপরাজিত থাকেন ৪৩ রানে। তবে শেষ পর্যন্ত ১০২ রানের পুঁজি রক্ষা করতে পারেনি ইউরোপের দলটি। ২০২৬ আইসিসি নারী টি-টোয়েন্টি বিশ্বকাপ বাছাই পর্বে বাংলাদেশ ৭ ম্যাচ খেলে সবগুলোতেই জয় পেয়েছে। নেদারল্যান্ডস ৫ জয়ে শেষ করেছে অভিযান। আগামী জুনে ইংল্যান্ডে অনুষ্ঠিতব্য মূল পর্বে বাংলাদেশ ও নেদারল্যান্ডসের সঙ্গে জায়গা করে নিয়েছে আয়ারল্যান্ডও।: [32, 224, 396, 284]
lost-certificate-ad: [1308, 1224, 1446, 1464]
story-byline: যশোর অফিস: [32, 1817, 79, 1828]
news-story: [32, 743, 396, 842]
news-story: [977, 222, 1297, 540]
story-byline: যশোর অফিস: [794, 1025, 841, 1036]
page-header: [32, 0, 1445, 46]
story-headline: তালায় সাংবাদিকদের সঙ্গে বিএনপি প্রার্থীর মতবিনিময়: [1002, 971, 1272, 1018]
herb-ad-text: আশ্চার্য ক্ষমতা যৌন মিলনের পরম বন্ধু। ইহা সেবনে নিস্তেজ, অক্ষম, দুর্বল পুরুষের শক্তি স্থায়ীত্ব বৃদ্ধি ও দ্রুত পতন রোধ করে। ৩০-৩৫ মিনিট বৃদ্ধি করে।: [1314, 1973, 1440, 2017]
lost-ad-father: পিতা : মোঃ আবু ছাইদ ফরাজী: [1334, 1428, 1439, 1439]
story-byline: জন্মভূমি ডেস্ক: [411, 547, 459, 558]
story-headline: ঝিনাইদহে নির্বাচনকালীন সাংবাদিকতা বিষয়ক প্রশিক্ষণের উদ্বোধন: [423, 498, 771, 544]
med-ad-point: ১। স্বল্প ব্যয়ে করা হয়।: [1314, 1514, 1397, 1526]
news-story: [32, 1027, 396, 1114]
news-story: [32, 79, 396, 191]
med-ad-headline: শুধুমাত্র পিত্তপাথর রোগীদের জন্য সুখবর: [1309, 1471, 1444, 1514]
story-body: গণমাধ্যম কর্মীদের জন্য নির্বাচনকালীন দুই দিনব্যাপী সাংবাদিকতা বিষয়ক প্রশিক্ষণ কর্মশালা শুরু হয়েছে। রোববার সকাল থেকে ঝিনাইদহ জেলা প্রশাসকের সম্মেলনকক্ষে ঝিনাইদহ ও কুষ্টিয়া জেলার ৫০জন সাংবাদিককে নিয়ে এই কর্মশালা শুরু হয়। সকালে এর উদ্বোধন করেন ঝিনাইদহের জেলা প্রশাসক আব্দুল্লাহ আল মাসউদ। ঝিনাইদহ প্রেসক্লাবের সভাপতি আসিফ ইকবাল মাখনের সভাপতিত্বে অনুষ্ঠিত উদ্বোধনী অনুষ্ঠানে বিশেষ অতিথি ছিলেন অতিরিক্ত জেলা ম্যাজিস্ট্রেট সুবীর কুমার, জেলা নির্বাচন অফিসার আবুল হোসেন, ঝিনাইদহ জেলা তথ্য অফিসার আব্দুর রউফ। প্রশিক্ষণ প্রদান করেন বাংলাদেশ ইনস্টিটিউট অব ব্যাংক ম্যানেজমেন্ট (বিআইবি)-এর প্রশিক্ষক খাজা মাঈন উদ্দিন এবং ট্রেনিং কোঅর্ডিনেটর সাহানোয়ার সাইদ শাহীন। কর্মশালায় নির্বাচনকালীন সাংবাদিকদের করণীয় হিসেবে নির্বাচনি আচরণবিধি মেনে রিপোর্টিং, ভুয়া ও বিভ্রান্তিকর তথ্য পরিহার, উস্কানিমূলক বা পক্ষপাতদুষ্ট সংবাদ প্রকাশ থেকে বিরত থাকা, নির্বাচন কমিশনের নির্দেশনা অনুসরণ, রাজনৈতিক দল ও প্রার্থীদের সমান গুরুত্ব প্রদান এবং আইনশৃঙ্খলা পরিস্থিতি সম্পর্কে দায়িত্বশীল প্রতিবেদন করার বিষয়গুলো আলোচনা করা হয়। এছাড়াও, নির্বাচন রিপোর্টিংয়ের ধরন ও প্রক্রিয়া, প্রার্থী ও রাজনৈতিক দলের আচরণবিধি, গণপ্রতিনিধিত্ব আদেশ (আরপিও) সংশোধনসহ নির্বাচন সংশ্লিষ্ট বিভিন্ন আইনগত দিক তুলে ধরা হয়। প্রশিক্ষণ কর্মশালার মাধ্যমে নির্বাচনকালীন সময়ে সাংবাদিকদের পেশাগত দক্ষতা ও সচেতনতা আরো বাড়বে বলে সংশ্লিষ্টরা আশাবাদ ব্যক্ত করেন।: [411, 562, 783, 731]
story-body: পাটকেলঘাটার বাহাদুরপুর বাজার সংলগ্ন মেসার্স প্রতীক ব্রিক ফিল্ডস দীর্ঘদিন ধরে অবৈধভাবে কৃষি জমি থেকে মাটি উত্তোলন করে আসছিল। রবিবার (১ ফেব্রুয়ারি) সকালে কৃষি জমি থেকে অবৈধভাবে মাটি ও বালু উত্তোলনের দায়ে প্রতিষ্ঠানটির মালিককে ২ লাখ টাকা জরিমানা করা হয়েছে। তালা উপজেলা সহকারী কমিশনার (ভূমি) রাহাত খান এ জরিমানা আদায় করেন। তালা উপজেলা নির্বাহী অফিসার (ইউএনও) মোঃ তারেক হাসান জানান, বালুমহাল ও মাটি ব্যবস্থাপনা আইন, ২০১০-এর ৪ ধারায় মোবাইল কোর্ট পরিচালনা করে ২ লাখ টাকা অর্থদণ্ড প্রদান করা হয়। তিনি আরও জানান, সহকারী কমিশনার (ভূমি) সরেজমিন পরিদর্শনে গিয়ে ঘটনার সত্যতা পান। পরে আইন অনুযায়ী জরিমানা আদায় করা হয় এবং ভবিষ্যতে এ ধরনের কার্যক্রম থেকে বিরত থাকার জন্য সংশ্লিষ্টদের কঠোরভাবে সতর্ক করা হয়েছে।: [1308, 948, 1446, 1215]
med-ad-address: খানজাহান আলী রোড, সাবেক জামাতখানা, ফেরীঘাট, খুলনা। সিরিয়ালের জন্য ঃ ০২৪৭৭৭২২২৬৬: [1321, 1752, 1433, 1816]
med-ad-point: ৫। গরীব ও দুস্থ রোগীদের জন্য বিশেষ ছাড় আছে।: [1314, 1600, 1432, 1625]
news-story: [32, 920, 396, 1019]
story-body: আসন্ন ত্রয়োদশ জাতীয় সংসদ নির্বাচন উপলক্ষে তালা উপজেলায় কর্মরত সাংবাদিকদের সাথে মতবিনিময় সভা অনুষ্ঠিত হয়েছে। রোববার দুপুরে তালা উপজেলা ধানের শীষ প্রতীকের নিবাচনী পরিচালনা কমিটির আয়োজনে ধানের শীষের অস্থায়ী কার্যালয়ে এই সভা অনুষ্ঠিত হয়। প্রধান অতিথি হিসেবে বক্তৃতা করেন কেন্দ্রীয় বিএনপি'র প্রকাশনা বিষয়ক সম্পাদক ও তালা কলারোয় সাবেক সংসদ সদস্য ধানের প্রার্থী হাবিবুল ইসলাম হাবিব। এ সময় তিনি বলেন, সাংবাদিকদের মান উন্নয়নে কাজ করব। তালা প্রেসক্লাবের ভবন নির্মাণ, তালা উপজেলাকে পৌরসভা করার চেষ্টা করব। সাংবাদিকদের সর্বোচ্চ নিরাপত্তা দেওয়ার চেষ্টা করব। এ সময় বিশেষ অতিথি ছিলেন তালা উপজেলা বিএনপির সাবেক সাধারণ সম্পাদক অধ্যক্ষ শফিকুল ইসলাম শফি, যুগ্ম সাধারণ সম্পাদক অধ্যাপক মোশাররফ হোসেন, তালা উপজেলা যুবদলের সভাপতি মির্জা আতিয়ার রহমান, যুগ্ম সম্পাদক সাইদুর রহমান সাইদ। তালা প্রেস ক্লাবের সভাপতি এম এ হাকিম, তালা উপজেলা প্রেসক্লাবের সভাপতি আকবর হোসেন, তালা উপজেলা প্রেসক্লাবের সিনিয়র সহ-সভাপতি ও এশিয়ান টিভির সাতক্ষীরা জেলা প্রতিনিধি শামীম খান, তালা উপজেলা প্রেসক্লাবের সাধারণ সম্পাদক কামরুজ্জামান মিঠু, তালা প্রেস ক্লাবের সাধারণ সম্পাদক জর্দার ফারুক হোসেন, এমএ ফয়সাল, জুলফিকার রায়হান, শাহীন আলম, মীর মিল্টন, আব্দুল কুদ্দুস, সাংবাদিক গোলাম রব্বানী, আতাউর রহমান, মুফতি এইচ এম এনামুল হক, মহিব, মোখলেছুর রহমান, আবু সাইদ, আল জাবালুল বান্না, আলমগীর হোসেন, আবু সাঈদ, আরিফুল ইসলাম, আবদুল্লাহ আল মামুন, জমির উদ্দিন, সাংবাদিক জলিল আহমেদ, হাসান আলী বাচ্চু, সেলিম হায়দার পাটকেলঘাটা প্রেস ক্লাবের সহ-সভাপতি নাজমুল হক, খলিল, নব কুমার সে, বাবলুর রহমান, সিনিয়র সাংবাদিক এসএম লিয়াকত হোসেন, আজামল হোসেন জুয়েল প্রমুখ।: [977, 1036, 1297, 1267]
news-story: [977, 1542, 1297, 1693]
story-body: আসে। উল্লেখ্য, বাংলাদেশকে বিশ্বকাপ থেকে বাদ দেওয়ার অভিযোগকে কেন্দ্র করে আইসিসির বিরুদ্ধে দ্বিচারিতার অভিযোগ তুলেছিলেন পিসিবি চেয়ারম্যান। সেই প্রেক্ষাপটে পাকিস্তান পুরো বিশ্বকাপই বর্জন করতে পারে–এমন গুঞ্জন কয়েক দিন ধরেই ঘুরছিল দেশটির গণমাধ্যমে। সব আলোচনা ও সমালোচনার পর অবশেষে বিশ্বকাপে অংশগ্রহণের পাশাপাশি ভারতের বিপক্ষে ম্যাচ বর্জনের সিদ্ধান্ত জানাল পাকিস্তান।: [32, 320, 396, 367]
med-ad-doctor: প্রফেসর ডাঃ ইসরাইল বিশ্বাস: [1321, 1653, 1433, 1691]
herb-ad-body-gold: বডি গোল্ড = ১০৫০ টাকা: [1309, 2184, 1444, 2202]
lost-ad-code: সি/৪৬: [1315, 1446, 1337, 1456]
story-headline: যশোর-৩ আসনে জাগপা প্রার্থীর গণসংযোগ: [32, 1790, 384, 1815]
story-byline: জন্মভূমি ডেস্ক: [977, 1300, 1025, 1311]
med-ad-point: ৩। জার্মানী মেশিনে ল্যাপরোস্কপিক করা হয়।: [1314, 1557, 1405, 1583]
story-headline: পুরোনো বন্দোবস্তের বিরুদ্ধে: [32, 672, 255, 697]
story-headline: মোল্লাহাটে বিএনপি'র নির্বাচনি কর্মীসভা অনুষ্ঠিত: [413, 1294, 781, 1318]
story-body: হাজেরা খাতুন, রুমি আক্তার প্রমুখ। গণসংযোগকালে তিনি রাষ্ট্রায়ত্ত পাটকল রক্ষা আন্দোলনের শ্রমিকনেতা নূরুল ইসলাম, জাকির হোসেন এবং হার্ডবোর্ড মিল রক্ষা আন্দোলনের নেতা জহিরুল ইসলাম জব্বারসহ খালিশপুর শিল্পাঞ্চলের বিভিন্ন মিলের শ্রমিক নেতৃবৃন্দের সাথে মতবিনিময় করেন।: [32, 876, 396, 911]
story-headline: মোংলায় পৌরসভা ও শিক্ষক-: [32, 1025, 267, 1050]
story-headline: ফুলতলায় ইয়াবা ও টাকাসহ: [32, 78, 254, 103]
story-body: যশোর সদর উপজেলার চাচড়া ইউনিয়নের সাড়াপোল এলাকায় ইঞ্জিনচালিত ভ্যান দুর্ঘটনায় রিফাত (১০) নামের এক শিশু গুরুতর আহত হয়ে চিকিৎসাধীন অবস্থায় মারা গেছে। পুলিশ ও স্থানীয় সূত্রে জানা যায়, রোববার দুপুরে রিফাত তার বাবার ইঞ্জিনচালিত ভ্যান চালিয়ে বাড়ি থেকে সাড়াপোল বাজারের দিকে যাচ্ছিল। পথিমধ্যে সাড়াপোল ও মথুরাপুরের মাঝামাঝি এলাকায় পৌঁছালে ভ্যানটি নিয়ন্ত্রণ হারিয়ে রাস্তার পাশে একটি গাছের সঙ্গে ধাক্কা লাগে। এতে রিফাত গুরুতর আহত হয়। পরে স্থানীয়রা তাকে উদ্ধার করে যশোর জেনারেল হাসপাতালে নিয়ে ভর্তি করেন। সেখানে হাসপাতালের তৃতীয় তলায় মহিলা ও পেডিয়াট্রিক সার্জারি ওয়ার্ডে চিকিৎসাধীন অবস্থায় বিকেল সাড়ে চারটার দিকে মারা যায়। নিহত রিফাত শুকুর আলীর ছেলে। তার বাড়ি যশোর সদর উপজেলার চাচড়া ইউনিয়নের সাড়াপোল গ্রামে।: [977, 1583, 1297, 1692]
column-4: [977, 54, 1297, 2316]
story-byline: বিজ্ঞপ্তি: [411, 1053, 437, 1064]
story-byline: যশোর প্রতিনিধি: [794, 1345, 850, 1356]
photo-caption: ফকিরহাটে বাগেরহাট-১ আসন এর বাংলাদেশ জামায়াতে ইসলামীর মনোনিত সংসদ সদস্য প্রার্থী অধ্যক্ষ মাওলানা মশিউর রহমান খানের (দাঁড়িপাল্লা) প্রতীকের নির্বাচনী জনসভা অনুষ্ঠিত। ছবিঃ জন্মভূমি: [977, 931, 1286, 966]
story-headline: গাংনীতে চাঁদার দাবিতে বোমা সদৃশ বস্তু রেখে হুমকি: [988, 547, 1285, 593]
story-headline: ফুলতলায় দাঁড়িপাল্লা প্রতীকের: [32, 742, 271, 766]
notice-plaintiff: বাদীঃ ১। এ,টি, এম হাবিবুল ইসলাম: [986, 1819, 1126, 1831]
story-body: সাতক্ষীরার তালা উপজেলার জালালপুর ইউনিয়ন বিএনপির আয়োজনে এক নির্বাচনি জনসভা অনুষ্ঠিত হয়েছে। রোববার বিকেলে জেঠুয়া কাঁচাবাজার চত্বরে জালালপুর ইউনিয়ন বিএনপির আয়োজনে জনসভায় প্রধান অতিথি হিসেবে বক্তৃতা করেন কেন্দ্রীয় বিএনপির প্রকাশনা বিষয়ক সম্পাদক, তালা-কলারোয়ার সাবেক সংসদ সদস্য এবং ধানের শীষের প্রার্থী হাবিবুল ইসলাম হাবিব। নির্বাচনিয় জনসভায় জালালপুর ইউনিয়ন বিএনপির সভাপতি সরদার সোহরাব হোসেনের সভাপতিত্বে এবং মোনারুল ইসলাম ও হাবিবুরের সঞ্চালনায় বিশেষ অতিথি হিসেবে বক্তৃতা করেন, তালা উপজেলা বিএনপির সাবেক সাধারণ সম্পাদক অধ্যক্ষ শফিকুল ইসলাম, যুগ্ম সাধারণ অধ্যাপক মোশাররফ হোসেন, যুগ্ম সাধারণ সম্পাদক মফিদুল হক লিটু, যুগ্ম সম্পাদক জাহাঙ্গীর হোসেন, উপজেলা মহিলাদের আহবায়ক মেহেরুন নেসা মিনি। জনসভায় স্থানীয় বিএনপি ও অঙ্গসংগঠনের নেতাকর্মীরা ব্যাপক উপস্থিতি জানান। সভাস্থলে দলীয় পতাকা, ব্যানার ও স্লোগানে মুখরিত হয়ে ওঠে পুরো এলাকা।: [794, 401, 965, 656]
notice-signature: আদালতের আদেশক্রমে মোঃ আব্দুল আজিজ বিশ্বাস সেরেস্তাদার যুগ্ম জেলা জজ ১ম আদালত খুলনা।: [1168, 2060, 1271, 2121]
story-headline: মোংলায় লোকালয় থেকে: [32, 541, 235, 566]
story-body: পিপরাইল গ্রামস্থ পিপরাইল সরকারি প্রাথমিক বিদ্যালয়ের সামনে পাকা রাস্তার উপর অভিযান চালিয়ে মোঃ আলী মোল্যা (৩০) নামের আরেক ব্যক্তিকে গ্রেফতার করে পুলিশ। সে পিপরাইল গ্রামের তুরাফ মোল্যার পুত্র। তার কাছ থেকে একটি নীল রংয়ের ছোট জিপার ব্যাগে রক্ষিত ৩৫ (পঁয়ত্রিশ) ইয়াবা ট্যাবলেট (আনুমানিক মূল্য ১০ হাজার ৫'শ টাকা), মাদক বিক্রয়ের নগদ ৭৮ হাজার টাকা, একটি ১৫০ সিসি পালসার মোটরসাইকেল এবং একটি অ্যান্ড্রয়েড মোবাইল ফোন উদ্ধার করা হয়। এ ঘটনায় মামলা নং- ০৮ দায়ের করা হয়েছে। পুলিশ জানায়, উদ্ধারকৃত আলামত জব্দ করা হয়েছে এবং গ্রেফতারকৃতদের বিরুদ্ধে মাদকদ্রব্য নিয়ন্ত্রণ আইনে আইনানুগ ব্যবস্থা গ্রহণ করা হয়েছে।: [32, 106, 396, 190]
med-ad-contact: যোগাযোগঃ সামেলা মেমোরিয়াল ক্লিনিক ল্যাপারোস্কপিক সেন্টার: [1309, 1698, 1444, 1748]
news-story: [411, 54, 783, 275]
news-story: [32, 293, 396, 368]
story-body: করব কাজ গড়বো দেশ এই স্লোগান সামনে রেখে চৌগাছায় কৃষক দলের উদ্যোগে ত্রয়োদশ জাতীয় সংসদ নির্বাচনে ধানের শীষ প্রতীককে বিজয় করার লক্ষ্যে নির্বাচনি সভা অনুষ্ঠিত হয়েছে। রোববার বিকেল ৪টায় বিএনপির অস্থায়ী কার্যালয়ে যশোর-২ (চৌগাছা-ঝিকরগাছা)আসনের ধানের শীষ নির্বাচনি সভায় উপজেলা কৃষক দলের সভাপতি আজগার আলীর সভাপতিত্বে প্রধান অতিথি ছিলেন কেন্দ্র কৃষক দলের দপ্তর সম্পাদক শফিকুল ইসলাম শফিক। উপজেলা কৃষকদের সাধারণ সম্পাদক শাহানুর রহমান শাহিনের সঞ্চালনায় বিশেষ অতিথি ছিলেন জেলা কৃষক দলের আহবায়ক হাবিবুল ইসলাম কচি, যশোর জেলা কৃষক দলের সদস্য সচিব শিকদার সালাউদ্দিন, যশোর জেলা কৃষক দলের যুগ্ম আহবায়ক ফুলমিয়া। এছাড়া উপস্থিত ছিলেন বিল্লাল হোসেন মানিক, হারুনা রশিদ রিপন, বকুল হোসেন ইখলাছ, আব্দুস সাত্তার, আবুল হোসেন, মোঃ স্বাধীন, মনিরুল ইসলাম, আব্দুল আহাদ, ওমর ফারুকসহ পৌর ও ইউনিয়ন সভাপতি /সম্পাদক, ওয়ার্ড পর্যায়ে সভাপতি ও সম্পাদক উপস্থিত ছিলেন।: [794, 720, 965, 975]
story-byline: পাইকগাছা পৌর প্রতিনিধি: [977, 270, 1067, 281]
story-body: বীর মুক্তিযোদ্ধা জি এম কিবরিয়া, মোঃ মাহদী হাসান মুন্না, মোঃ শাহরিয়ার তাজ, আল আমিন গাজী সোহাগ, আলহাজ্ব আব্দুল হাকিম, আরিফুল ইসলাম আরিফ, আল মামুন, আব্দুর রহিম, আবু বকর, আবু হানিফসহ ওয়ার্ডের বিভিন্ন পর্যায়ের দায়িত্বশীলবৃন্দ। গণসংযোগকালে স্থানীয় জনগণের স্বতঃস্ফূর্ত সাড়া লক্ষ্য করা গেছে।: [32, 700, 396, 735]
photo-caption: পাইকগাছায় গ্রাম ডাক্তারদের সাথে মনিরুল হাসান বাপ্পীর ধানের শীষ প্রতীকের নির্বাচনী মতবিনিময় সভায় বক্তব্য রাখেন উপজেলা বিএনপির আহবায়ক ডাঃ আব্দুল মজিদ। ছবিঃ জন্মভূমি: [977, 181, 1284, 215]
notice-title: জেলা খুলনার যুগ্ম জেলা জজ প্রথম আদালত, খুলনা।: [999, 1709, 1274, 1753]
product-bottle-icon: কস্তুরী: [1313, 1926, 1345, 1967]
column-divider: [788, 54, 789, 2316]
story-body: বাগেরহাটের ফকিরহাটে বাগেরহাট-১ আসন (ফকিরহাট-মোল্লাহাট-চিতলমারী) এর বাংলাদেশ জামায়াতে ইসলামীর মনোনিত সংসদ সদস্য প্রার্থী অধ্যক্ষ মাওলানা মশিউর রহমান খানের (দাঁড়িপাল্লা) প্রতীকের নির্বাচনি জনসভা অনুষ্ঠিত হয়েছে। রোববার বিকাল ৪টায় উপজেলার বুড়িরবটতলা ঈদগাহ ময়দানে এই জনসভায় প্রধান অতিথির বক্তৃতা করেন বাগেরহাট-১ আসন এর বাংলাদেশ জামায়াতে ইসলামীর সংসদ সদস্য প্রার্থী অধ্যক্ষ মাওলানা মশিউর রহমান খান। বাংলাদেশ জামায়াতে ইসলামীর বাহিরদিয়া-মানসা ইউনিয়নের সভাপতি অধ্যাপক ফরহাদ হোসেনের সভাপতিত্বে অন্যান্যদের মধ্যে বক্তৃতা করেন বাংলাদেশ জামায়াতে ইসলামীর ফকিরহাট উপজেলা শাখার আমির মাওলানা এবিএম তৈয়াবুর রহমান, নির্বাচনি প্রধান এজেন্ট অধ্যাপক মোফাজ্জল হায়দার, বাংলাদেশ জামায়াতে ইসলামীর ফকিরহাট উপজেলা শাখার সেক্রেটারি শেখ আবুল আলা মাসুম।: [1308, 130, 1446, 396]
story-headline: খালিশপুরে বাসদ প্রার্থী: [32, 849, 213, 874]
news-story: [32, 673, 396, 736]
news-story: [32, 1121, 396, 1269]
news-story: [411, 740, 783, 997]
news-story: [794, 983, 965, 1296]
news-story: [411, 1295, 783, 1481]
notice-versus: -বনাম-: [1260, 1838, 1287, 1849]
story-headline: ফকিরহাটে জামায়াত প্রার্থীর নির্বাচনি জনসভা: [1309, 53, 1444, 111]
med-ad-point: ৪। মাত্র একদিন থাকলেই হয়।: [1314, 1586, 1428, 1598]
story-byline: পাটকেলঘাটা প্রতিনিধি: [977, 1020, 1056, 1031]
story-headline: ক্যারিয়ার ডেভেলপমেন্টের ক্ষেত্রে: [32, 1586, 297, 1610]
herb-ad-brand: লং টাইম: [1348, 1928, 1441, 1966]
herb-ad-phone: 01711-01 89 88: [1309, 2256, 1444, 2304]
news-story: [794, 664, 965, 976]
notice-order: আদেশ নং-১৬ তাং- ২৮/০১/২০২৬ইং: [986, 2039, 1120, 2050]
story-body: (ফুটবল), জগন্নাথ বিশ্ববিদ্যালয়ের অধ্যাপক (অব.) বি এম নাগিব হোসেন (কলস) ও সাবেক এমপি ধীরেন্দ্রনাথ সাহার ছেলে একমাত্র হিন্দু প্রার্থী অধ্যক্ষ সুকেশ সাহা আনন্দ (ঘোড়া) প্রতীক নিয়ে জোরেশোরে নির্বাচনি প্রচারণা চালাচ্ছেন। এতে বিএনপি'র ভোটে কিছুটা হলেও প্রভাব পড়তে পারে। তবে ওই এলাকার বিএনপি পন্থী নেতা-কর্মী ও অসংখ্য সমর্থক জানিয়েছেন, ওই সব প্রার্থীরা ভোটের মাঠে কোন প্রভাব ফেলতে পারবেন না। কারণ তারা কেবল মাত্র বিএনপি প্রার্থীকে হারানোর জন্য প্রার্থী হয়েছেন। এসব প্রার্থীদের নিয়ে এলাকায় চলছে আলোচনা সমালোচনা। বিশেষ করে জামাত নেতা-কর্মীরা এ বিষয়টি তাদের পক্ষে প্রচার করে ভোট নেয়ার চেষ্টা করছেন। এই পরিস্থিতিতে জামায়াতে ইসলামী সমর্থিত প্রার্থী মাওলানা মোঃ ওবায়দুল্লাহ কায়সার ভোটের মাঠে সুবিধাজনক অবস্থানে আছেন বলে জামাত সমর্থকদের অভিমত। রাজনৈতিক বিশ্লেষকদের মতে, বিদ্রোহী তিন প্রার্থীর ব্যক্তিগত কোন জনপ্রিয়তা নেই। নেই তেমন কোন পরিচিতি। না আছে তাদের কোন সামাজিক গ্রহণযোগ্যতা। ভোট বিভাজনের কারণে জামাত প্রার্থী হয়তো প্রতিযোগিতায় আসলেও আসতে পারেন, তবে তার বিজয়ী হওয়ার কোন সম্ভবনা নেই।: [32, 402, 396, 535]
story-body: যশোরের বাঘারপাড়া উপজেলায় দুর্বৃত্তদের অব্যাহত হুমকি ও বসতবাড়িতে অগ্নিসংযোগের ঘটনায় এলাকা ছাড়তে বাধ্য হয়েছে একটি পরিবার। এমনকি দুর্বৃত্তদের অব্যাহত হুমকিতে আইনগত সহায়তাও নিতে পারছে না ভুক্তভোগি পরিবারটি। ভুক্তভোগী পরিবারের মোঃ জাকির হোসেন ও তার ছেলে সিরাজুল ইসলাম তুহিনসহ পরিবারের সদস্যরা চরম নিরাপত্তাহীনতায় ভুগছে। স্থানীয় সূত্রে জানা যায়, একটি সংঘবদ্ধ প্রতারণা চক্রের ফাঁদে পড়ে পরিবারটি তাদের অর্থ ও সম্পদ হারায়। পরবর্তীতে সুদের টাকা, বিভিন্ন সমিতি ও ব্যাংক ঋণের চাপে সময়মতো দেনা পরিশোধ করতে না পারায় তারা লাগাতার হুমকি ও ভয়ভীতির শিকার হয়। প্রাণনাশের আশঙ্কায় পরিবারটি নিজ এলাকা ত্যাগ করতে বাধ্য হলে দুর্বৃত্তরা তাদের অনুপস্থিতিতে প্রতীকোধমূলকভাবে বসতবাড়িতে আগুন ধরিয়ে দেয়। ঘটনার পর থেকে পরিবারটি চরম নিরাপত্তাহীনতায় ভুগছে এবং এলাকা থেকে পালিয়ে থাকতে বাধ্য হয়েছে। অর্থনৈতিকভাবে ধ্বংসের পাশাপাশি মানবিকভাবেও তারা সম্পূর্ণ নিঃস্ব হয়ে পড়েছে। সব হারিয়ে নিঃস্ব এই পরিবারটি এখন কেবল নিরাপত্তা ও ন্যায়ের আশায় দিন কাটাচ্ছে।: [794, 1360, 965, 1639]
story-headline: আশাশুনিতে চাঁদা দাবি ও চুরি মামলার আসামি গ্রেফতার: [418, 281, 776, 327]
story-headline: খুলনায় দায়িত্বশীল সাংবাদিকতা নিয়ে কর্মশালা অনুষ্ঠিত: [421, 1004, 773, 1050]
story-headline: চৌগাছায় কৃষক দলের নির্বাচনি সভা অনুষ্ঠিত: [807, 662, 952, 702]
story-body: আসন্ন ত্রয়োদশ জাতীয় সংসদ নির্বাচনে বাংলাদেশ জাতীয়তাবাদী দল (বিএনপি) মনোনীত ধানের শীষ প্রতীকের এমপি পদপ্রার্থী কপিল কৃষ্ণ মণ্ডলকে বিজয়ী করার লক্ষ্যে সুসংগঠিতভাবে নির্বাচনি কার্যক্রম পরিচালনা করতে দলীয় নেতাকর্মীদের নিয়ে এক কর্মীসভা অনুষ্ঠিত হয়েছে। রবিবার বিকেলে বিএনপি ও অঙ্গ সংগঠনের উদ্যোগে, উপজেলা সদরের গাড়ফা বাজারে অনুষ্ঠিত উক্ত কর্মীর সভায় প্রধান অতিথি হিসেবে উপস্থিত ছিলেন বাগেরহাট-০১ আসনের বিএনপি মনোনীত এমপি প্রার্থী কপিল কৃষ্ণ মণ্ডল। সভাপতিত্ব করেন উপজেলা বিএনপির সাবেক আহ্বায়ক ও সাবেক সদর ইউনিয়নের চেয়ারম্যান আলহাজ্ব শিকদার জামাল উদ্দিন। বিশেষ অতিথি ছিলেন উপজেলা বিএনপির সাবেক সভাপতি চৌধুরী সেলিম আহমেদ। সভা পরিচালনা করেন সাবেক সাধারণ সম্পাদক শেখ শাহেদ আলী। অন্যান্য বক্তব্য দেন ও উপস্থিত ছিলেন মোঃ জাহিদুল ইসলাম, মোঃ রিয়াজুল ইসলাম, রেনজিনা আহমেদ প্রিয়াংকা, নিলুফা ইয়াসমিন লেলি, মোঃ আব্দুল আলীম শিকদার, আব্দুল জব্বার শিমুল, মোঃ বায়েজিদ মোল্লা, লায়ন জিয়াউর রহমান শেখ, বি এম মোস্তাফিজুর রহমান মুস্তাক, মাওলানা ইব্রাহিম তালুকদার, মোঃ হাবিব মোল্লা, মোঃ হোসাইন সিকদার, মোঃ শফিক মোল্লা, মোঃ সাগর শেখ, মোঃ মামুন মোল্লা, মোঃ হাবিবুর রহমান ফরাজী, বরকত আলী বড়কাজী প্রমুখ।: [411, 1336, 783, 1481]
story-headline: তেরখাদায় যৌথ বাহিনীর মহড়া অনুষ্ঠিত: [1324, 404, 1429, 462]
column-2: [411, 54, 783, 2316]
med-ad-phone: ০১৭১২-১০৯৯০০: [1309, 1822, 1444, 1862]
news-story: [32, 542, 396, 666]
news-story: [411, 1489, 783, 1749]
story-body: এলাকায় শোকের ছায়া নেমে এসেছে। প্রত্যক্ষদর্শীরা জানান, শনিবার রাতে দ্রুতগতিতে আসা কোম্পানির ইঞ্জিনভ্যান সাথে বিপরীত দিক থেকে আসা গাছের চারা ভর্তি একটি পিকআপের সংঘর্ষ হয়। এ সময় ইঞ্জিনভ্যানটি দুমড়ে-মুচড়ে যায় এবং চালক মাহফুজুর রহমান মুন্না গুরুতর আহত হয়। স্থানীয়রা তাৎক্ষণিকভাবে তাকে উদ্ধার করে খুলনা মেডিকেল কলেজ হাসপাতালে নেয়ার পথে তার মৃত্যু হয়। তালা থানার অফিসার ইনচার্জ (ওসি) মোঃ শহিদুল ইসলাম হাওলাদার মৃত্যুর বিষয়টি নিশ্চিত করে বলেন, ঘাতক পিকআপটি থানা হেফাজতে রয়েছে। তবে চালক পালিয়ে গেছে।: [32, 947, 396, 1019]
med-ad-point: ২। বড় কাটা ছাড়া ছিদ্রের মাধ্যমে করা হয়।: [1314, 1529, 1440, 1554]
news-photo: [977, 814, 1297, 929]
story-headline: ১০০ টাকা মূল্যমানের প্রাইজ বন্ডের ড্র অনুষ্ঠিত: [417, 1488, 777, 1512]
story-headline: তালায় বিএনপির নির্বাচনি জনসভা অনুষ্ঠিত: [794, 343, 965, 381]
story-byline: তালা প্রতিনিধি: [794, 385, 847, 396]
story-headline: পাইকগাছায় গ্রাম ডাক্তারদের সঙ্গে বাপ্পী'র মতবিনিময়: [978, 221, 1296, 267]
continuation-banner: শেষ পাতার বাকি অংশ: [32, 54, 396, 74]
story-byline: যশোর অফিস: [977, 1567, 1024, 1578]
page-name: দৈনিক জন্মভূমি - ৩: [1343, 24, 1445, 39]
story-body: ত্রয়োদশ জাতীয় সংসদ নির্বাচনে যশোর-৩ (সদর) সংসদীয় আসনে জাতীয় গণতান্ত্রিক পার্টি (জাগপা) মনোনীত সংসদ সদস্য পদপ্রার্থী চশমা প্রতীকের প্রার্থী মোঃ নিজামদ্দিন অমিত গণসংযোগ ও লিফলেট বিতরণ কর্মসূচি পালন করেছেন। রোববার সকাল ১১টার দিকে যশোর পৌর এলাকার ৬নং ওয়ার্ডের বিভিন্ন মহল্লা ও বাজার এলাকায় এ গণসংযোগ ও লিফলেট বিতরণ অনুষ্ঠিত হয়। গণসংযোগকালে উপস্থিত ছিলেন জাগপা যশোর জেলা শাখার সহ-সাধারণ সম্পাদক খন্দকার জাহিদ হাসান, জাগপা নেতা শাহজাদা ইমরান, রাজু মোল্লা, শেখ রিফাত হোসেন, সুশান্ত সরকার, সিরাজুল ইসলাম, হাবিবুর রহমান, রবিউল ইসলামসহ দলের অন্যান্য নেতাকর্মীরা।: [32, 1833, 396, 1917]
news-story: [1308, 54, 1446, 397]
news-story: [977, 972, 1297, 1267]
lost-ad-body: আমার আলিম পাশের মূল সার্টিফিকেট যার রোল-মোরেল নম্বর-১৭৬৯৬, রেজিঃ নম্বর-১৯৮৯৩, শিক্ষাবর্ষ-১৯৯২-১৯৯৩, বিভাগ-তৃতীয়, আমতলী ইসলামিয়া সিনিয়র মাদ্রাসা, সাল-১৯৯৪, বাংলাদেশ মাদ্রাসা শিক্ষা বোর্ড, ঢাকা হারাইয়াছে। এ বিষয়ে শরণখোলা থানার জিডি নম্বর-২৮ তারিখ ০১/০২/২০২৬।: [1315, 1270, 1439, 1405]
news-story: [32, 375, 396, 535]
date-line: ❖ সোমবার ❖ ০২ ফেব্রুয়ারি ২০২৬ ইং ❖ ২০ মাঘ ১৪৩২ বাংলা: [32, 22, 345, 36]
herb-ad-headline: যৌন রোগের স্থায়ী সমাধান!: [1309, 1871, 1444, 1923]
news-story: [1308, 404, 1446, 846]
column-1: [32, 54, 396, 2316]
story-byline: আশাশুনি প্রতিনিধি: [411, 331, 478, 341]
news-photo: [977, 54, 1297, 178]
herb-ad-address: টুটপাড়া কবরস্থান মোড় (নিচতলা), খুলনা।: [1319, 2230, 1435, 2254]
news-story: [794, 1303, 965, 1640]
court-summons-notice: [977, 1700, 1297, 2149]
